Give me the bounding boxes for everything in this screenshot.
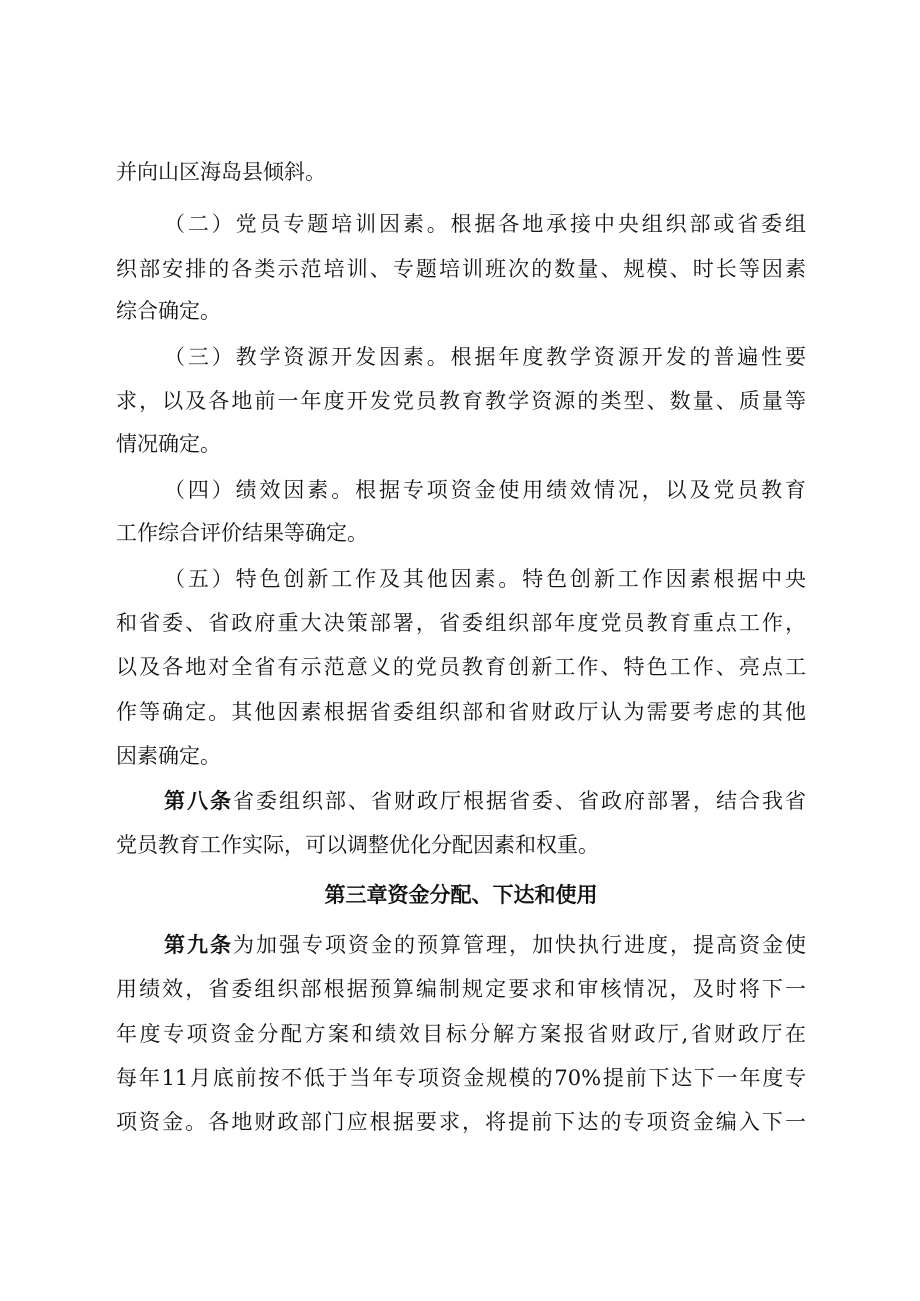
text-line: 年度专项资金分配方案和绩效目标分解方案报省财政厅,省财政厅在 [116,1022,806,1046]
text-line: 和省委、省政府重大决策部署，省委组织部年度党员教育重点工作， [116,611,806,635]
text-line: （五）特色创新工作及其他因素。特色创新工作因素根据中央 [164,567,806,591]
text-line: 因素确定。 [116,744,221,768]
text-line: 综合确定。 [116,299,221,323]
article-label: 第八条 [164,789,233,813]
text-line: 以及各地对全省有示范意义的党员教育创新工作、特色工作、亮点工 [116,655,806,679]
article-8-first-line [164,786,806,816]
article-label: 第九条 [164,933,233,957]
text-line: （二）党员专题培训因素。根据各地承接中央组织部或省委组 [164,212,806,236]
article-9-first-line [164,930,806,960]
article-text: 省委组织部、省财政厅根据省委、省政府部署，结合我省 [233,789,806,813]
text-line: （三）教学资源开发因素。根据年度教学资源开发的普遍性要 [164,345,806,369]
text-line: 每年11月底前按不低于当年专项资金规模的70%提前下达下一年度专 [116,1066,806,1090]
text-line: 情况确定。 [116,432,221,456]
text-line: 并向山区海岛县倾斜。 [116,160,326,184]
text-line: 工作综合评价结果等确定。 [116,521,368,545]
article-text: 为加强专项资金的预算管理，加快执行进度，提高资金使 [233,933,806,957]
text-line: 求，以及各地前一年度开发党员教育教学资源的类型、数量、质量等 [116,389,806,413]
text-line: 织部安排的各类示范培训、专题培训班次的数量、规模、时长等因素 [116,257,806,281]
text-line: 作等确定。其他因素根据省委组织部和省财政厅认为需要考虑的其他 [116,700,806,724]
text-line: （四）绩效因素。根据专项资金使用绩效情况，以及党员教育 [164,478,806,502]
text-line: 党员教育工作实际，可以调整优化分配因素和权重。 [116,833,599,857]
text-line: 项资金。各地财政部门应根据要求，将提前下达的专项资金编入下一 [116,1110,806,1134]
text-line: 用绩效，省委组织部根据预算编制规定要求和审核情况，及时将下一 [116,977,806,1001]
chapter-heading: 第三章资金分配、下达和使用 [324,883,598,907]
